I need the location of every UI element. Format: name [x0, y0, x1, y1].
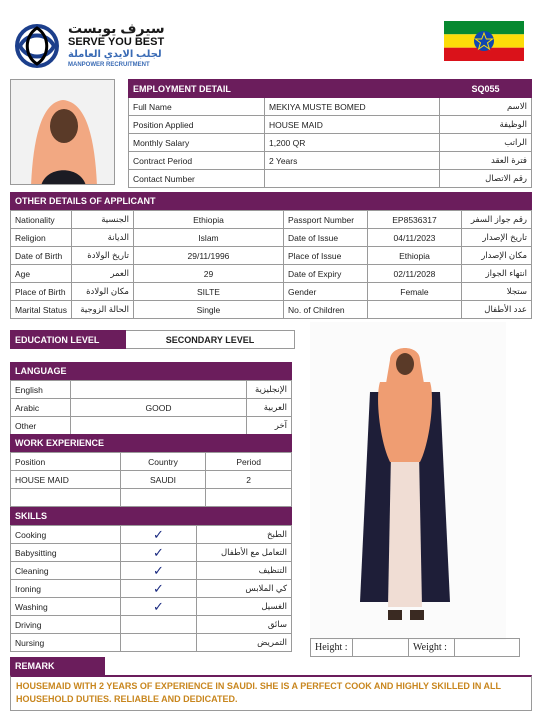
- other-details-row: [11, 211, 532, 229]
- skill-label: Driving: [11, 616, 121, 634]
- language-arabic-label: الإنجليزية: [247, 381, 292, 399]
- employment-label: Contact Number: [129, 170, 265, 188]
- remark-section: [10, 657, 532, 711]
- skill-arabic-label: الغسيل: [197, 598, 292, 616]
- reference-number: SQ055: [440, 80, 532, 98]
- work-cell: [11, 489, 121, 507]
- skill-label: Cooking: [11, 526, 121, 544]
- passport-value: [367, 301, 461, 319]
- employment-arabic-label: الوظيفة: [440, 116, 532, 134]
- other-value: 29: [133, 265, 283, 283]
- passport-label: No. of Children: [283, 301, 367, 319]
- skill-arabic-label: الطبخ: [197, 526, 292, 544]
- applicant-portrait: [10, 79, 115, 185]
- employment-label: Contract Period: [129, 152, 265, 170]
- passport-value: EP8536317: [367, 211, 461, 229]
- height-label: Height :: [311, 639, 353, 657]
- checkmark-icon: ✓: [153, 580, 164, 596]
- work-experience-title: WORK EXPERIENCE: [10, 434, 292, 452]
- work-row: [11, 471, 292, 489]
- education-label: EDUCATION LEVEL: [11, 331, 126, 349]
- language-label: English: [11, 381, 71, 399]
- skill-row: [11, 598, 292, 616]
- passport-value: Ethiopia: [367, 247, 461, 265]
- language-title: LANGUAGE: [10, 362, 292, 380]
- skill-row: [11, 580, 292, 598]
- passport-arabic-label: ستجلا: [461, 283, 531, 301]
- other-label: Date of Birth: [11, 247, 72, 265]
- skill-check-cell: [121, 598, 197, 616]
- other-details-row: [11, 265, 532, 283]
- skill-label: Cleaning: [11, 562, 121, 580]
- work-cell: HOUSE MAID: [11, 471, 121, 489]
- language-arabic-label: العربية: [247, 399, 292, 417]
- other-details-row: [11, 247, 532, 265]
- employment-value: 1,200 QR: [265, 134, 440, 152]
- checkmark-icon: ✓: [153, 598, 164, 614]
- company-logo: [12, 22, 192, 72]
- skill-check-cell: [121, 580, 197, 598]
- skill-row: [11, 562, 292, 580]
- other-arabic-label: مكان الولادة: [71, 283, 133, 301]
- language-row: [11, 381, 292, 399]
- checkmark-icon: ✓: [153, 526, 164, 542]
- employment-value: [265, 170, 440, 188]
- other-label: Age: [11, 265, 72, 283]
- employment-row: [129, 98, 532, 116]
- work-column-header: Country: [120, 453, 206, 471]
- passport-arabic-label: مكان الإصدار: [461, 247, 531, 265]
- skill-check-cell: [121, 634, 197, 652]
- language-row: [11, 417, 292, 435]
- skill-label: Babysitting: [11, 544, 121, 562]
- education-value: SECONDARY LEVEL: [126, 331, 295, 349]
- measurements-row: [310, 638, 520, 657]
- skill-row: [11, 526, 292, 544]
- work-cell: [120, 489, 206, 507]
- employment-row: [129, 152, 532, 170]
- employment-detail-title: EMPLOYMENT DETAIL: [129, 80, 440, 98]
- remark-title: REMARK: [10, 657, 105, 675]
- other-value: Islam: [133, 229, 283, 247]
- passport-label: Date of Issue: [283, 229, 367, 247]
- skill-arabic-label: التمريض: [197, 634, 292, 652]
- passport-arabic-label: عدد الأطفال: [461, 301, 531, 319]
- language-level: GOOD: [71, 399, 247, 417]
- skill-check-cell: [121, 526, 197, 544]
- skill-check-cell: [121, 544, 197, 562]
- language-label: Arabic: [11, 399, 71, 417]
- skill-check-cell: [121, 616, 197, 634]
- other-arabic-label: الديانة: [71, 229, 133, 247]
- passport-value: 02/11/2028: [367, 265, 461, 283]
- employment-arabic-label: فترة العقد: [440, 152, 532, 170]
- other-details-section: [10, 192, 532, 319]
- other-arabic-label: الحالة الزوجية: [71, 301, 133, 319]
- passport-value: 04/11/2023: [367, 229, 461, 247]
- skills-title: SKILLS: [10, 507, 292, 525]
- logo-arabic-name: سيرف يوبست: [68, 20, 165, 36]
- employment-label: Monthly Salary: [129, 134, 265, 152]
- other-value: SILTE: [133, 283, 283, 301]
- checkmark-icon: ✓: [153, 562, 164, 578]
- skill-row: [11, 544, 292, 562]
- checkmark-icon: ✓: [153, 544, 164, 560]
- ethiopia-flag: [444, 21, 524, 61]
- weight-value: [455, 639, 520, 657]
- other-label: Religion: [11, 229, 72, 247]
- language-level: [71, 417, 247, 435]
- passport-arabic-label: رقم جواز السفر: [461, 211, 531, 229]
- other-arabic-label: الجنسية: [71, 211, 133, 229]
- other-label: Place of Birth: [11, 283, 72, 301]
- employment-row: [129, 134, 532, 152]
- other-label: Nationality: [11, 211, 72, 229]
- work-cell: SAUDI: [120, 471, 206, 489]
- work-cell: 2: [206, 471, 292, 489]
- employment-detail-section: [128, 79, 532, 188]
- employment-value: MEKIYA MUSTE BOMED: [265, 98, 440, 116]
- employment-label: Position Applied: [129, 116, 265, 134]
- skill-arabic-label: كي الملابس: [197, 580, 292, 598]
- skill-label: Nursing: [11, 634, 121, 652]
- remark-text: HOUSEMAID WITH 2 YEARS OF EXPERIENCE IN SAUDI. SHE IS A PERFECT COOK AND HIGHLY SKILLED IN ALL HOUSEHOLD DUTIES. RELIABLE AND DEDICATED.: [10, 675, 532, 711]
- language-arabic-label: آخر: [247, 417, 292, 435]
- education-section: [10, 330, 295, 349]
- language-level: [71, 381, 247, 399]
- employment-value: HOUSE MAID: [265, 116, 440, 134]
- other-arabic-label: العمر: [71, 265, 133, 283]
- applicant-full-photo: [310, 322, 506, 640]
- work-column-header: Position: [11, 453, 121, 471]
- skill-label: Ironing: [11, 580, 121, 598]
- passport-value: Female: [367, 283, 461, 301]
- work-column-header: Period: [206, 453, 292, 471]
- other-value: Ethiopia: [133, 211, 283, 229]
- skill-row: [11, 634, 292, 652]
- logo-knot-icon: [12, 24, 62, 68]
- other-value: 29/11/1996: [133, 247, 283, 265]
- passport-arabic-label: انتهاء الجواز: [461, 265, 531, 283]
- passport-label: Place of Issue: [283, 247, 367, 265]
- passport-label: Passport Number: [283, 211, 367, 229]
- weight-label: Weight :: [409, 639, 455, 657]
- skills-section: [10, 507, 292, 652]
- passport-label: Gender: [283, 283, 367, 301]
- employment-arabic-label: رقم الاتصال: [440, 170, 532, 188]
- employment-row: [129, 170, 532, 188]
- logo-english-name: SERVE YOU BEST: [68, 36, 165, 48]
- other-details-row: [11, 283, 532, 301]
- other-details-row: [11, 229, 532, 247]
- work-experience-section: [10, 434, 292, 507]
- language-section: [10, 362, 292, 435]
- logo-english-sub: MANPOWER RECRUITMENT: [68, 62, 150, 68]
- employment-value: 2 Years: [265, 152, 440, 170]
- employment-arabic-label: الراتب: [440, 134, 532, 152]
- skill-arabic-label: سائق: [197, 616, 292, 634]
- skill-arabic-label: التنظيف: [197, 562, 292, 580]
- skill-label: Washing: [11, 598, 121, 616]
- logo-arabic-sub: لجلب الايدي العاملة: [68, 49, 162, 60]
- employment-row: [129, 116, 532, 134]
- language-row: [11, 399, 292, 417]
- work-row: [11, 489, 292, 507]
- other-arabic-label: تاريخ الولادة: [71, 247, 133, 265]
- skill-arabic-label: التعامل مع الأطفال: [197, 544, 292, 562]
- work-cell: [206, 489, 292, 507]
- height-value: [353, 639, 409, 657]
- other-details-title: OTHER DETAILS OF APPLICANT: [10, 192, 532, 210]
- employment-label: Full Name: [129, 98, 265, 116]
- passport-arabic-label: تاريخ الإصدار: [461, 229, 531, 247]
- language-label: Other: [11, 417, 71, 435]
- other-details-row: [11, 301, 532, 319]
- other-value: Single: [133, 301, 283, 319]
- employment-arabic-label: الاسم: [440, 98, 532, 116]
- other-label: Marital Status: [11, 301, 72, 319]
- skill-check-cell: [121, 562, 197, 580]
- skill-row: [11, 616, 292, 634]
- passport-label: Date of Expiry: [283, 265, 367, 283]
- work-header-row: [11, 453, 292, 471]
